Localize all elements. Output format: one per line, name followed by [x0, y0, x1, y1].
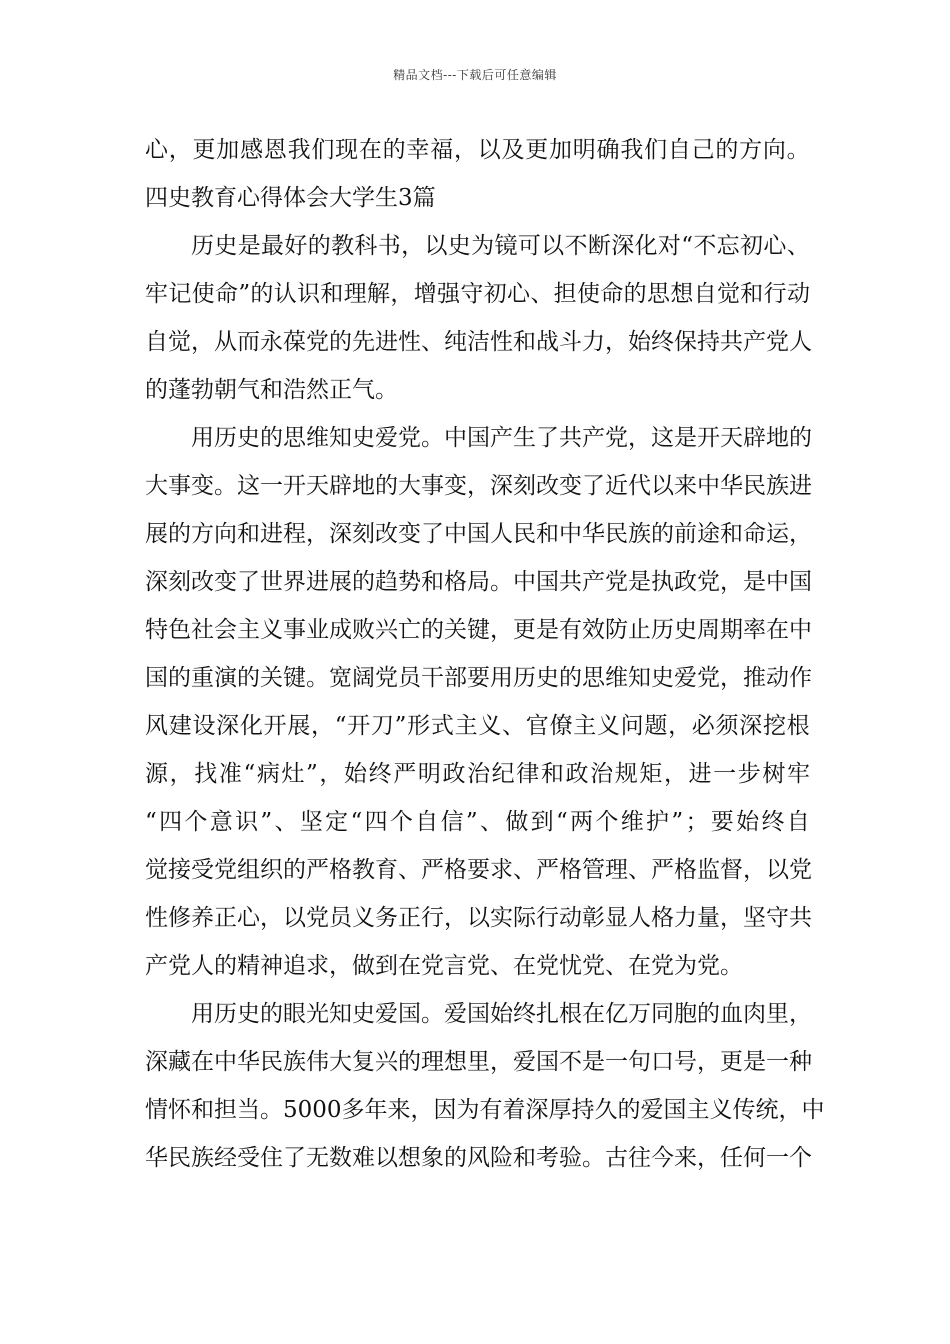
text-line: 觉 接 受 党 组 织 的 严 格 教 育 、 严 格 要 求 、 严 格 管 理 、 严 格 监 督 ， 以 党 [145, 857, 812, 883]
text-line: 用 历 史 的 眼 光 知 史 爱 国 。 爱 国 始 终 扎 根 在 亿 万 同 胞 的 血 肉 里 ， [191, 1001, 812, 1027]
text-line: 华 民 族 经 受 住 了 无 数 难 以 想 象 的 风 险 和 考 验 。 古 往 今 来 ， 任 何 一 个 [145, 1145, 812, 1171]
text-line: 历 史 是 最 好 的 教 科 书 ， 以 史 为 镜 可 以 不 断 深 化 对 “ 不 忘 初 心 、 [191, 233, 810, 259]
text-line: 心 ， 更 加 感 恩 我 们 现 在 的 幸 福 ， 以 及 更 加 明 确 我 们 自 己 的 方 向 。 [145, 137, 810, 163]
text-line: 特 色 社 会 主 义 事 业 成 败 兴 亡 的 关 键 ， 更 是 有 效 防 止 历 史 周 期 率 在 中 [145, 617, 812, 643]
text-line: 用 历 史 的 思 维 知 史 爱 党 。 中 国 产 生 了 共 产 党 ， 这 是 开 天 辟 地 的 [191, 425, 812, 451]
text-line: 性 修 养 正 心 ， 以 党 员 义 务 正 行 ， 以 实 际 行 动 彰 显 人 格 力 量 ， 坚 守 共 [145, 905, 812, 931]
text-line: 国 的 重 演 的 关 键 。 宽 阔 党 员 干 部 要 用 历 史 的 思 维 知 史 爱 党 ， 推 动 作 [145, 665, 812, 691]
text-line: 情 怀 和 担 当 。 5000 多 年 来 ， 因 为 有 着 深 厚 持 久 的 爱 国 主 义 传 统 ， 中 [145, 1097, 825, 1123]
text-line: 的蓬勃朝气和浩然正气。 [145, 377, 398, 403]
text-line: 深 刻 改 变 了 世 界 进 展 的 趋 势 和 格 局 。 中 国 共 产 党 是 执 政 党 ， 是 中 国 [145, 569, 812, 595]
text-line: 自 觉 ， 从 而 永 葆 党 的 先 进 性 、 纯 洁 性 和 战 斗 力 ， 始 终 保 持 共 产 党 人 [145, 329, 812, 355]
text-line: 大 事 变 。 这 一 开 天 辟 地 的 大 事 变 ， 深 刻 改 变 了 近 代 以 来 中 华 民 族 进 [145, 473, 812, 499]
text-line: 源 ， 找 准 “ 病 灶 ” ， 始 终 严 明 政 治 纪 律 和 政 治 规 矩 ， 进 一 步 树 牢 [145, 761, 810, 787]
text-line: 牢 记 使 命 ” 的 认 识 和 理 解 ， 增 强 守 初 心 、 担 使 命 的 思 想 自 觉 和 行 动 [145, 281, 810, 307]
text-line: 深 藏 在 中 华 民 族 伟 大 复 兴 的 理 想 里 ， 爱 国 不 是 一 句 口 号 ， 更 是 一 种 [145, 1049, 812, 1075]
document-heading: 四史教育心得体会大学生3篇 [145, 185, 436, 211]
document-body [145, 126, 825, 1182]
text-line: 风 建 设 深 化 开 展 ， “ 开 刀 ” 形 式 主 义 、 官 僚 主 义 问 题 ， 必 须 深 挖 根 [145, 713, 810, 739]
text-line: “ 四 个 意 识 ” 、 坚 定 “ 四 个 自 信 ” 、 做 到 “ 两 个 维 护 ” ； 要 始 终 自 [145, 809, 810, 835]
text-line: 展 的 方 向 和 进 程 ， 深 刻 改 变 了 中 国 人 民 和 中 华 民 族 的 前 途 和 命 运 ， [145, 521, 812, 547]
page-header: 精品文档---下载后可任意编辑 [393, 68, 557, 82]
text-line: 产党人的精神追求，做到在党言党、在党忧党、在党为党。 [145, 953, 743, 979]
